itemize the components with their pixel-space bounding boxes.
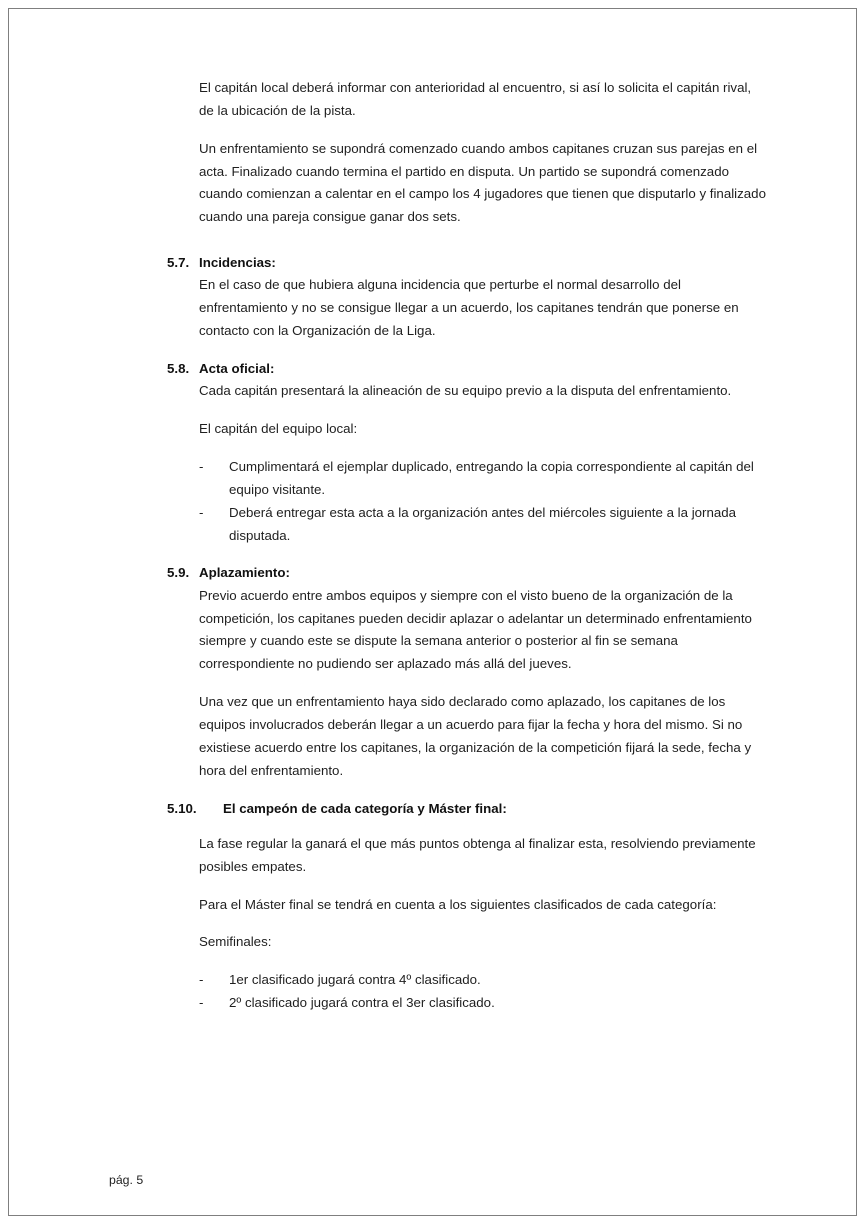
section-heading-5-8 xyxy=(167,358,767,379)
section-heading-5-9 xyxy=(167,562,767,583)
bullet-marker: - xyxy=(199,504,204,520)
bullet-list xyxy=(167,456,767,547)
section-title: Acta oficial: xyxy=(199,361,275,376)
paragraph: Cada capitán presentará la alineación de su equipo previo a la disputa del enfrentamiento. xyxy=(199,383,732,399)
section-heading-5-7 xyxy=(167,252,767,273)
section-number: 5.8. xyxy=(167,361,190,376)
paragraph: Para el Máster final se tendrá en cuenta a los siguientes clasificados de cada categoría: xyxy=(199,896,717,912)
list-item xyxy=(199,456,767,502)
bullet-marker: - xyxy=(199,995,204,1011)
paragraph: Previo acuerdo entre ambos equipos y siempre con el visto bueno de la organización de la competición, los capitanes pueden decidir aplazar o adelantar un determinado enfrentamiento siempre y cuando este se dispute la semana anterior o posterior al fin se semana correspondiente no pudiendo ser aplazado más allá del jueves. xyxy=(199,587,752,672)
paragraph: En el caso de que hubiera alguna incidencia que perturbe el normal desarrollo del enfrentamiento y no se consigue llegar a un acuerdo, los capitanes tendrán que ponerse en contacto con la Organización de la Liga. xyxy=(199,277,739,339)
document-body xyxy=(167,77,767,1030)
page-footer: pág. 5 xyxy=(109,1173,144,1187)
paragraph: El capitán local deberá informar con anterioridad al encuentro, si así lo solicita el capitán rival, de la ubicación de la pista. xyxy=(199,80,752,118)
paragraph: Semifinales: xyxy=(199,934,272,950)
section-number: 5.7. xyxy=(167,255,190,271)
bullet-marker: - xyxy=(199,972,204,988)
section-heading-5-10 xyxy=(167,798,767,819)
section-title: El campeón de cada categoría y Máster final: xyxy=(223,800,507,816)
list-item-text: 2º clasificado jugará contra el 3er clasificado. xyxy=(229,995,495,1011)
list-item-text: Cumplimentará el ejemplar duplicado, entregando la copia correspondiente al capitán del equipo visitante. xyxy=(229,458,754,497)
list-item xyxy=(199,502,767,548)
paragraph: La fase regular la ganará el que más puntos obtenga al finalizar esta, resolviendo previamente posibles empates. xyxy=(199,835,756,874)
bullet-marker: - xyxy=(199,458,204,474)
paragraph: Un enfrentamiento se supondrá comenzado cuando ambos capitanes cruzan sus parejas en el acta. Finalizado cuando termina el partido en disputa. Un partido se supondrá comenzado cuando comienzan a calentar en el campo los 4 jugadores que tienen que disputarlo y finalizado cuando una pareja consigue ganar dos sets. xyxy=(199,140,766,225)
section-number: 5.9. xyxy=(167,565,190,581)
page-sheet xyxy=(8,8,857,1216)
section-number: 5.10. xyxy=(167,800,197,816)
paragraph: Una vez que un enfrentamiento haya sido declarado como aplazado, los capitanes de los equipos involucrados deberán llegar a un acuerdo para fijar la fecha y hora del mismo. Si no existiese acuerdo entre los capitanes, la organización de la competición fijará la sede, fecha y hora del enfrentamiento. xyxy=(199,694,752,778)
bullet-list xyxy=(167,969,767,1015)
list-item-text: 1er clasificado jugará contra 4º clasificado. xyxy=(229,972,481,988)
section-title: Aplazamiento: xyxy=(199,565,290,581)
paragraph: El capitán del equipo local: xyxy=(199,421,358,437)
list-item xyxy=(199,992,767,1015)
list-item xyxy=(199,969,767,992)
section-title: Incidencias: xyxy=(199,255,276,271)
list-item-text: Deberá entregar esta acta a la organización antes del miércoles siguiente a la jornada disputada. xyxy=(229,504,737,543)
